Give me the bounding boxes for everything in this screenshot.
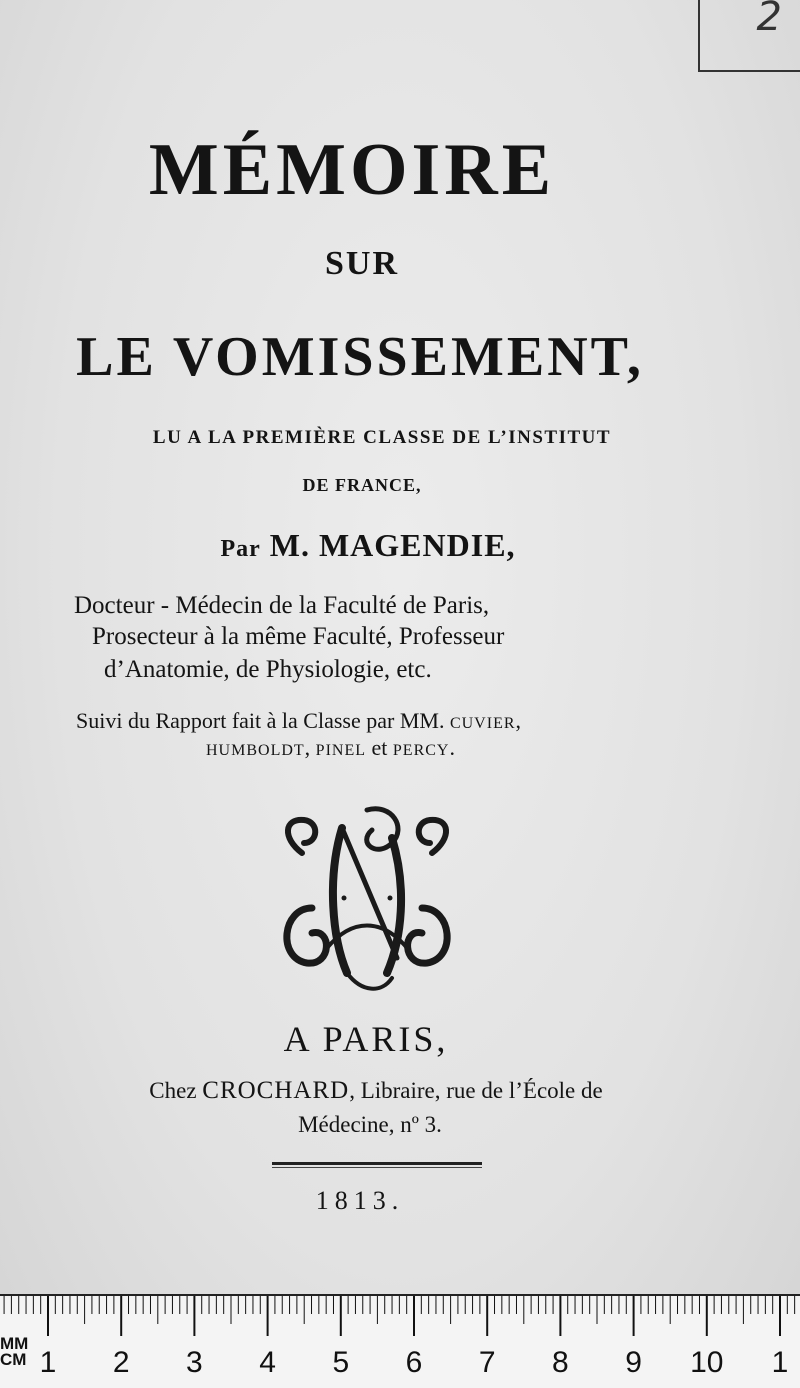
ruler-label: 3 bbox=[186, 1346, 203, 1379]
title-vomissement: LE VOMISSEMENT, bbox=[76, 326, 644, 388]
imprint-year: 1813. bbox=[315, 1186, 405, 1215]
imprint-publisher: CROCHARD bbox=[202, 1077, 350, 1104]
credentials-line1: Docteur - Médecin de la Faculté de Paris, bbox=[74, 592, 490, 619]
title-sur: SUR bbox=[324, 245, 400, 282]
ruler-label: 5 bbox=[332, 1346, 350, 1379]
imprint-publisher-line bbox=[0, 1077, 776, 1105]
imprint-city: A PARIS, bbox=[283, 1019, 449, 1059]
author-line bbox=[0, 527, 768, 564]
report-name-humboldt: HUMBOLDT bbox=[206, 742, 305, 759]
ruler-label: 2 bbox=[112, 1346, 130, 1379]
ruler-label: 1 bbox=[771, 1346, 789, 1379]
scale-ruler bbox=[0, 1294, 800, 1388]
report-name-pinel: PINEL bbox=[315, 742, 366, 759]
ruler-unit-label bbox=[0, 1336, 28, 1368]
read-at-line1: LU A LA PREMIÈRE CLASSE DE L’INSTITUT bbox=[152, 427, 612, 448]
report-sep2: , bbox=[304, 735, 311, 760]
ruler-unit-mm: MM bbox=[0, 1334, 29, 1353]
report-line2 bbox=[206, 735, 455, 761]
report-sep1: , bbox=[515, 708, 522, 733]
ruler-label: 4 bbox=[259, 1346, 276, 1379]
ruler-label: 1 bbox=[39, 1346, 57, 1379]
author-name: M. MAGENDIE, bbox=[269, 527, 516, 563]
report-name-cuvier: CUVIER bbox=[449, 715, 516, 732]
imprint-address: , Libraire, rue de l’École de bbox=[349, 1078, 603, 1103]
report-name-percy: PERCY bbox=[392, 742, 450, 759]
publisher-monogram-icon bbox=[272, 798, 462, 998]
report-line1 bbox=[76, 708, 521, 734]
catalogue-mark-box bbox=[698, 0, 800, 72]
ruler-label: 6 bbox=[405, 1346, 423, 1379]
title-memoire: MÉMOIRE bbox=[148, 129, 556, 211]
report-conj: et bbox=[371, 735, 388, 760]
ruler-unit-cm: CM bbox=[0, 1350, 27, 1369]
ruler-label: 8 bbox=[552, 1346, 569, 1379]
catalogue-mark-number: 2 bbox=[756, 0, 782, 40]
report-end: . bbox=[449, 735, 455, 760]
read-at-line2: DE FRANCE, bbox=[302, 475, 422, 495]
author-par: Par bbox=[220, 536, 261, 562]
ruler-label: 7 bbox=[478, 1346, 496, 1379]
ruler-label: 9 bbox=[625, 1346, 642, 1379]
imprint-rule-thin bbox=[272, 1167, 482, 1168]
ruler-label: 10 bbox=[690, 1346, 724, 1379]
credentials-line2: Prosecteur à la même Faculté, Professeur bbox=[92, 623, 505, 650]
imprint-rule bbox=[272, 1162, 482, 1165]
credentials-line3: d’Anatomie, de Physiologie, etc. bbox=[104, 656, 432, 683]
imprint-chez: Chez bbox=[149, 1078, 197, 1103]
imprint-address-line2: Médecine, nº 3. bbox=[298, 1112, 442, 1137]
report-prefix: Suivi du Rapport fait à la Classe par MM. bbox=[76, 708, 445, 733]
